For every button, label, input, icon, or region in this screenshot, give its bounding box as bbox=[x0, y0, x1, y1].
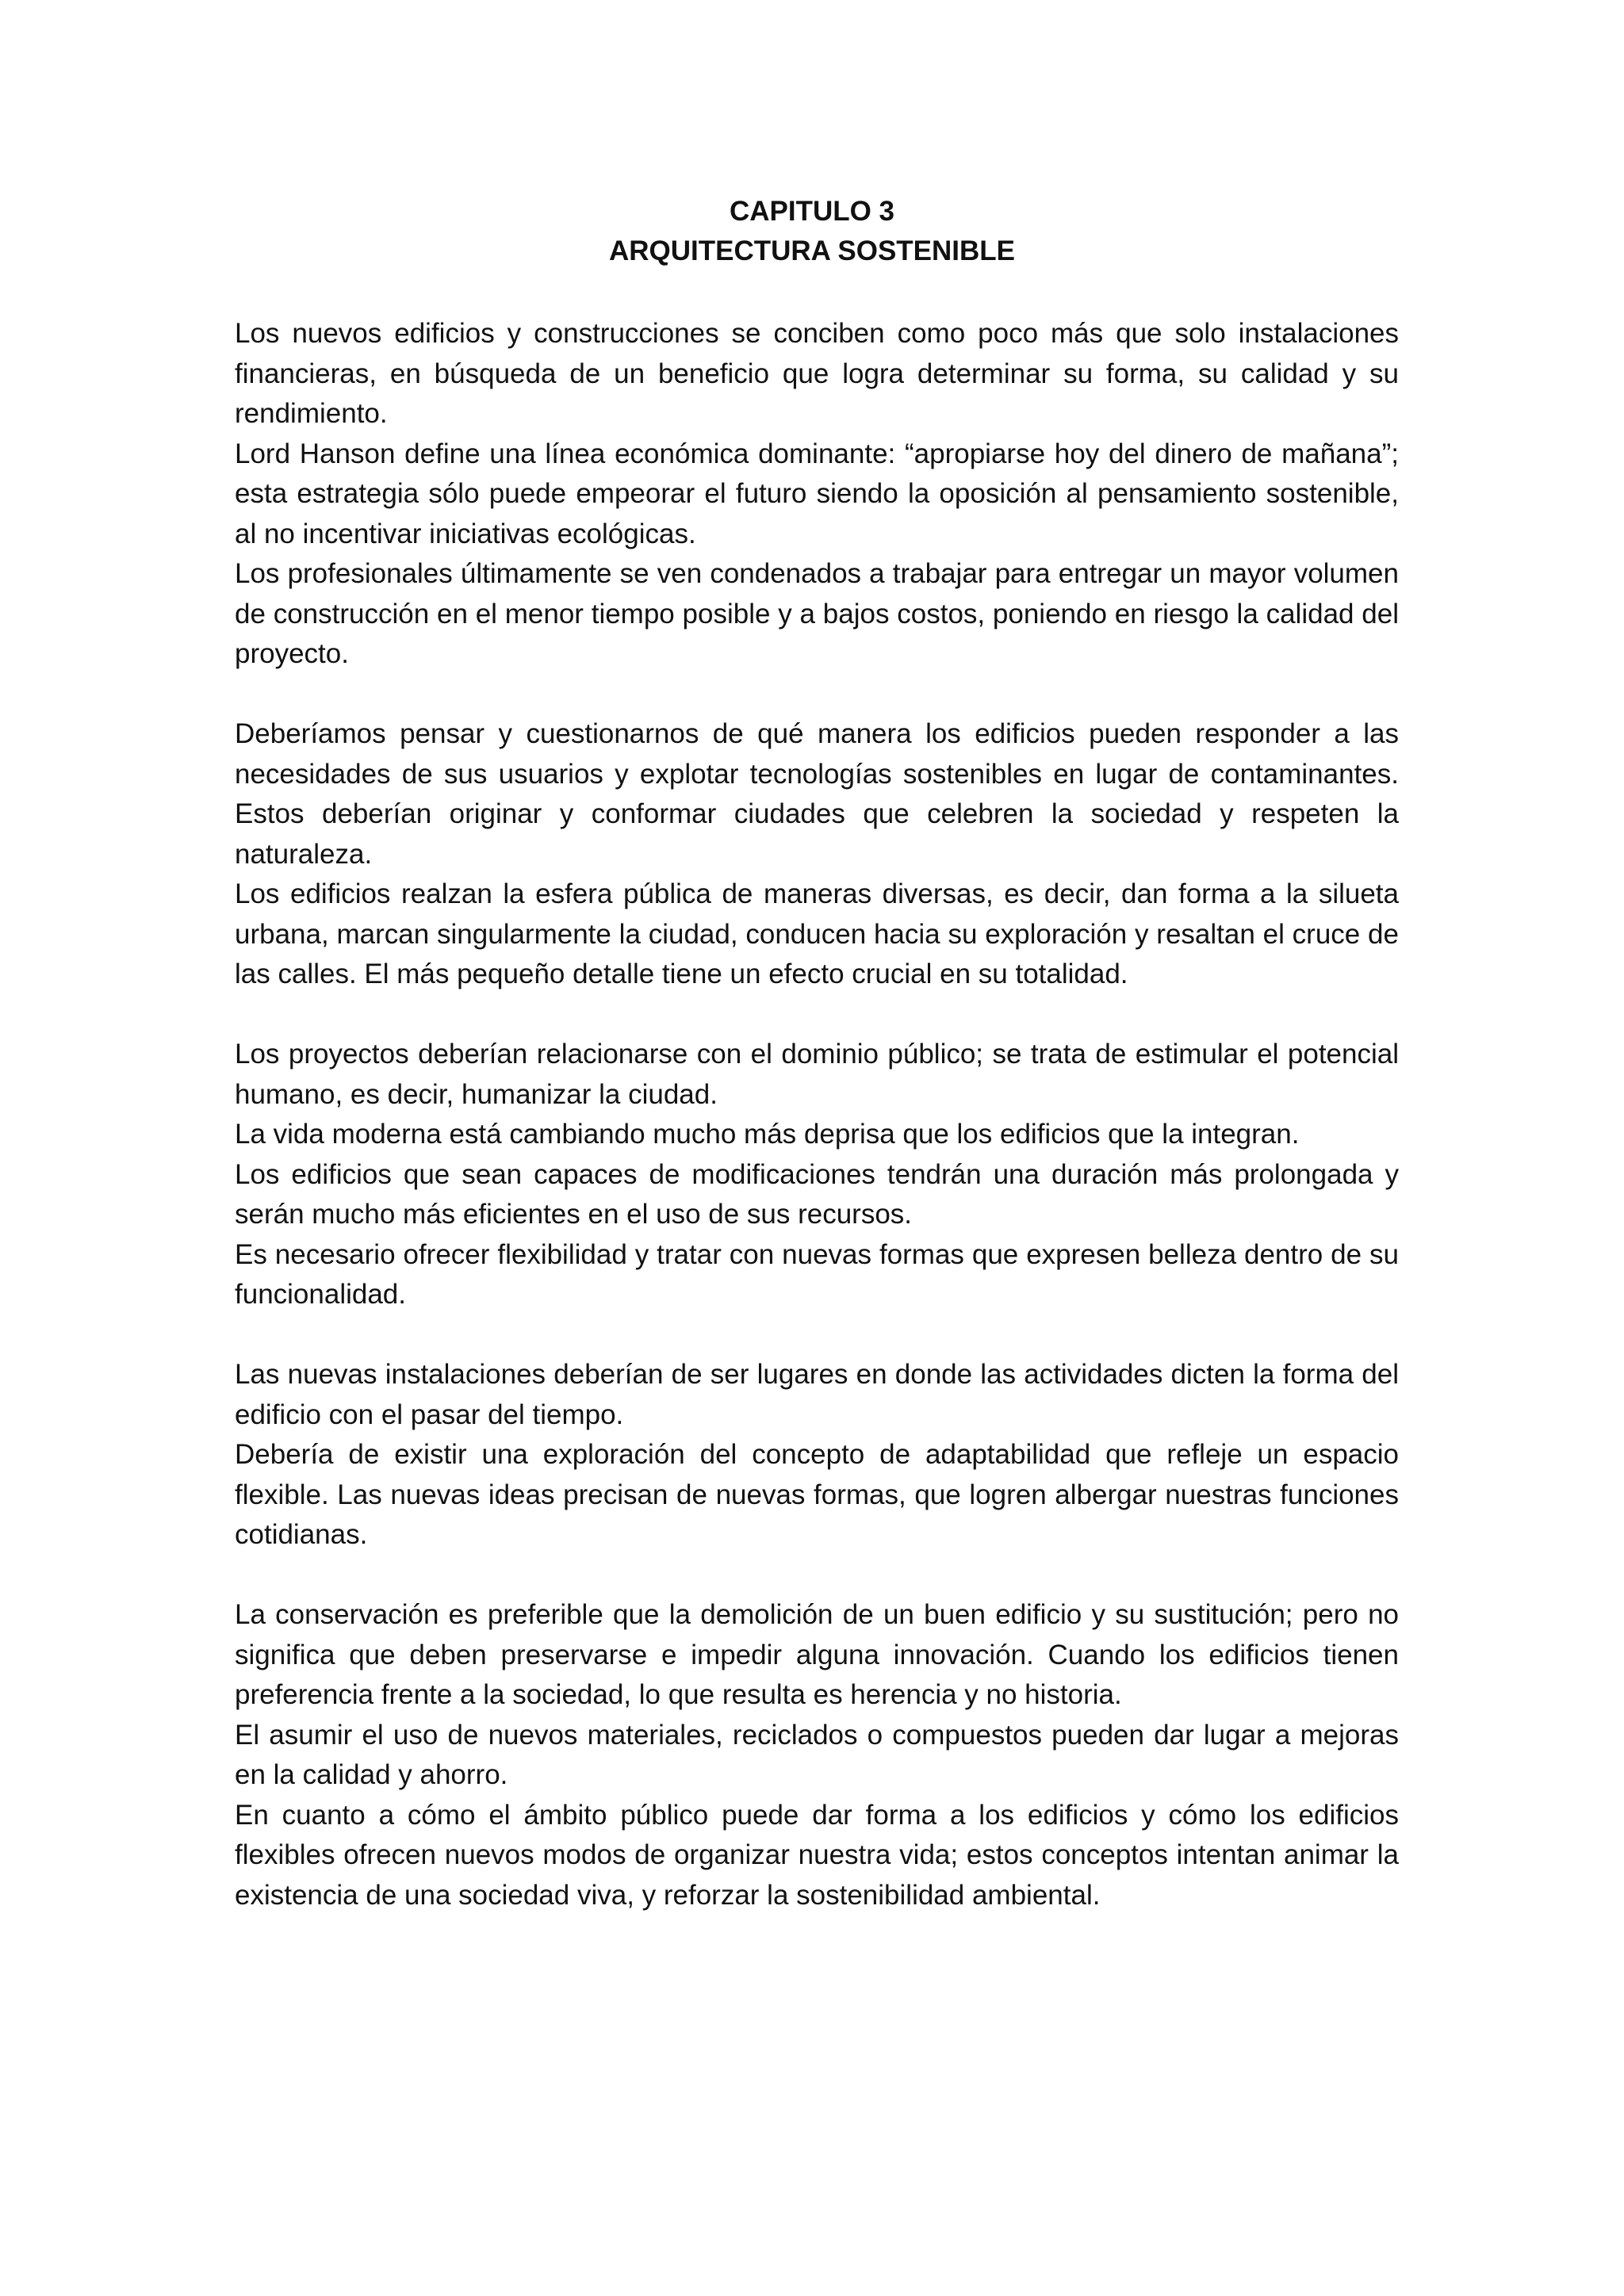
paragraph: El asumir el uso de nuevos materiales, reciclados o compuestos pueden dar lugar a mejoras en la calidad y ahorro. bbox=[235, 1719, 1399, 1790]
paragraph: La conservación es preferible que la demolición de un buen edificio y su sustitución; pero no significa que deben preservarse e impedir alguna innovación. Cuando los edificios tienen preferencia frente a la sociedad, lo que resulta es herencia y no historia. bbox=[235, 1599, 1399, 1710]
paragraph: Los proyectos deberían relacionarse con el dominio público; se trata de estimular el potencial humano, es decir, humanizar la ciudad. bbox=[235, 1039, 1399, 1110]
paragraph: Lord Hanson define una línea económica dominante: “apropiarse hoy del dinero de mañana”; esta estrategia sólo puede empeorar el futuro siendo la oposición al pensamiento sostenible, al no incentivar iniciativas ecológicas. bbox=[235, 438, 1399, 549]
document-body bbox=[235, 314, 1399, 1915]
paragraph: Los edificios que sean capaces de modificaciones tendrán una duración más prolongada y serán mucho más eficientes en el uso de sus recursos. bbox=[235, 1158, 1399, 1230]
paragraph: Debería de existir una exploración del concepto de adaptabilidad que refleje un espacio flexible. Las nuevas ideas precisan de nuevas formas, que logren albergar nuestras funciones cotidianas. bbox=[235, 1439, 1399, 1550]
paragraph: Los profesionales últimamente se ven condenados a trabajar para entregar un mayor volumen de construcción en el menor tiempo posible y a bajos costos, poniendo en riesgo la calidad del proyecto. bbox=[235, 558, 1399, 669]
paragraph: Los edificios realzan la esfera pública de maneras diversas, es decir, dan forma a la silueta urbana, marcan singularmente la ciudad, conducen hacia su exploración y resaltan el cruce de las calles. El más pequeño detalle tiene un efecto crucial en su totalidad. bbox=[235, 878, 1399, 989]
paragraph: En cuanto a cómo el ámbito público puede dar forma a los edificios y cómo los edificios flexibles ofrecen nuevos modos de organizar nuestra vida; estos conceptos intentan animar la existencia de una sociedad viva, y reforzar la sostenibilidad ambiental. bbox=[235, 1799, 1399, 1911]
chapter-header bbox=[0, 192, 1624, 271]
chapter-number: CAPITULO 3 bbox=[729, 196, 895, 227]
paragraph: La vida moderna está cambiando mucho más deprisa que los edificios que la integran. bbox=[235, 1119, 1300, 1150]
paragraph: Es necesario ofrecer flexibilidad y tratar con nuevas formas que expresen belleza dentro de su funcionalidad. bbox=[235, 1238, 1399, 1310]
paragraph: Deberíamos pensar y cuestionarnos de qué manera los edificios pueden responder a las necesidades de sus usuarios y explotar tecnologías sostenibles en lugar de contaminantes. Estos deberían originar y conformar ciudades que celebren la sociedad y respeten la naturaleza. bbox=[235, 718, 1399, 870]
paragraph: Las nuevas instalaciones deberían de ser lugares en donde las actividades dicten la forma del edificio con el pasar del tiempo. bbox=[235, 1359, 1399, 1430]
paragraph: Los nuevos edificios y construcciones se conciben como poco más que solo instalaciones financieras, en búsqueda de un beneficio que logra determinar su forma, su calidad y su rendimiento. bbox=[235, 318, 1399, 429]
chapter-title: ARQUITECTURA SOSTENIBLE bbox=[608, 235, 1016, 266]
